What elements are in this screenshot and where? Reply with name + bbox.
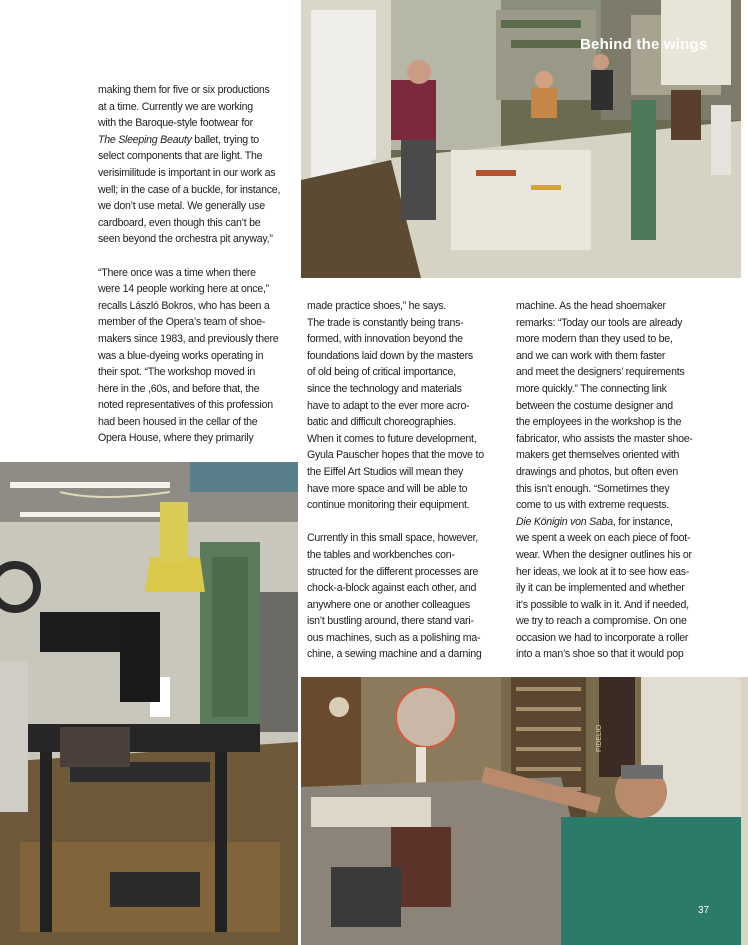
poster-text: FIDELIO [596,724,603,752]
paragraph: making them for five or six productions at a time. Currently we are working with the Baroque-style footwear for The Sleeping Beauty ballet, trying to select components that are light. The verisimilitude is important in our work as well; in the case of a buckle, for instance, we don’t use metal. We generally use cardboard, even though this can’t be seen beyond the orchestra pit anyway,” [98,84,281,246]
paragraph: Currently in this small space, however, the tables and workbenches con- structed for the different processes are chock-a-block against each other, and anywhere one or another colleagues isn’t bustling around, there stand vari- ous machines, such as a polishing ma- chine, a sewing machine and a darning [307,532,482,661]
page-number: 37 [698,905,710,916]
text-column-2 [307,298,507,663]
paragraph: machine. As the head shoemaker remarks: “Today our tools are already more modern than they used to be, and we can work with them faster and meet the designers’ requirements more quickly.” The connecting link between the costume designer and the employees in the workshop is the fabricator, who assists the master shoe- makers get themselves oriented with drawings and photos, but often even this isn’t enough. “Sometimes they come to us with extreme requests. Die Königin von Saba, for instance, we spent a week on each piece of foot- wear. When the designer outlines his or her ideas, we look at it to see how eas- ily it can be implemented and whether it’s possible to walk in it. And if needed, we try to reach a compromise. On one occasion we had to incorporate a roller into a man’s shoe so that it would pop [516,300,693,661]
photo-shoemaker-at-bench [301,677,748,945]
production-title: Die Königin von Saba [516,515,613,528]
photo-sewing-machine [0,462,298,945]
paragraph: made practice shoes,” he says. The trade is constantly being trans- formed, with innovation beyond the foundations laid down by the masters of old being of critical importance, since the technology and materials have to adapt to the ever more acro- batic and difficult choreographies. When it comes to future development, Gyula Pauscher hopes that the move to the Eiffel Art Studios will mean they have more space and will be able to continue monitoring their equipment. [307,300,484,512]
text-column-1 [98,82,294,447]
text-column-3 [516,298,721,663]
section-title: Behind the wings [580,36,708,53]
paragraph: “There once was a time when there were 14 people working here at once,” recalls László Bokros, who has been a member of the Opera’s team of shoe- makers since 1983, and previously there was a blue-dyeing works operating in their spot. “The workshop moved in here in the ,60s, and before that, the noted representatives of this profession had been housed in the cellar of the Opera House, where they primarily [98,266,279,445]
production-title: The Sleeping Beauty [98,133,192,146]
